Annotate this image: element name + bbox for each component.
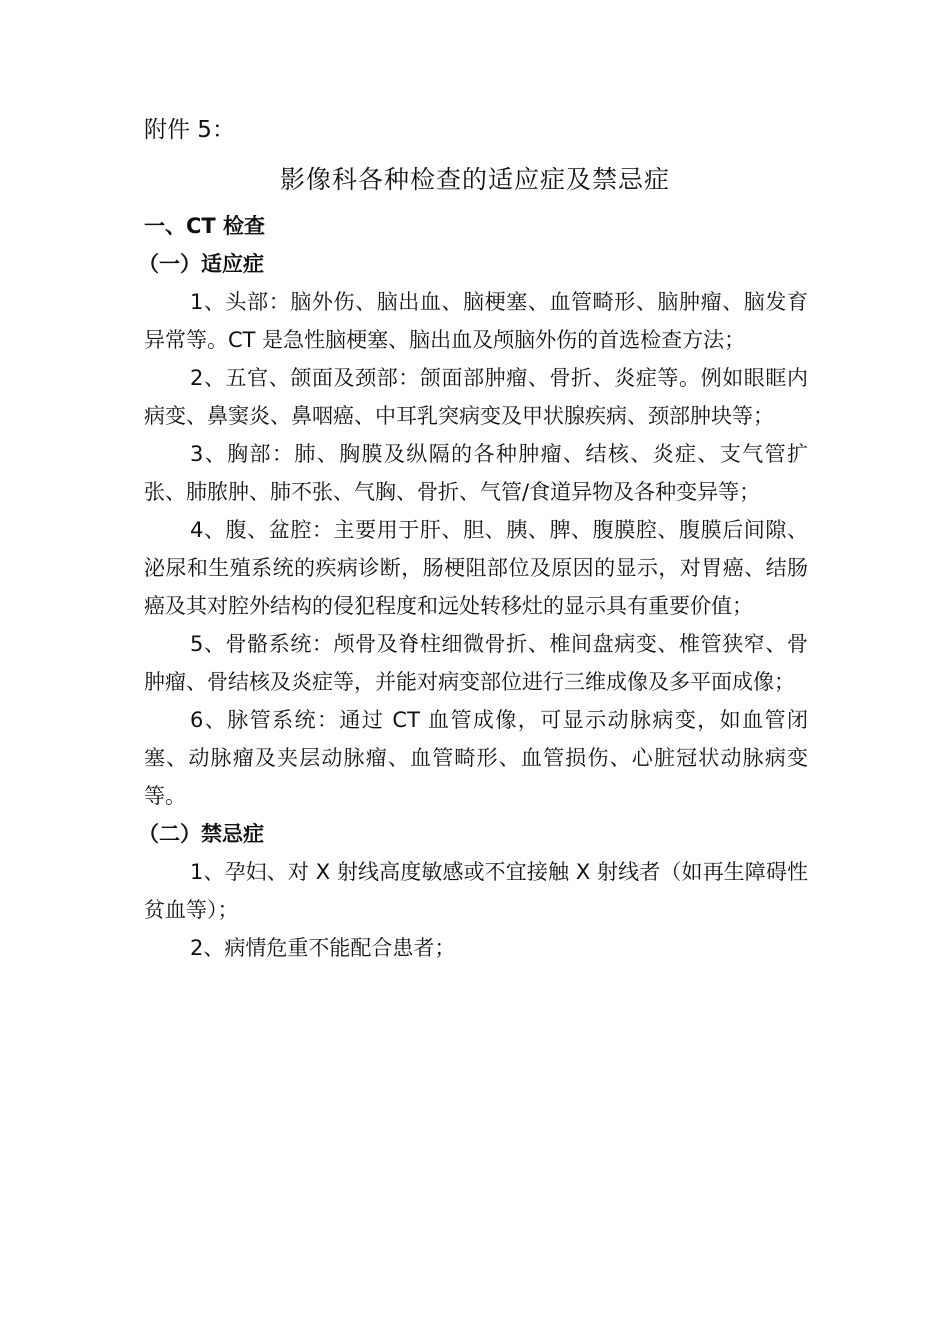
contraindication-item-pregnancy: 1、孕妇、对 X 射线高度敏感或不宜接触 X 射线者（如再生障碍性贫血等）； [144, 860, 808, 922]
subsection-heading-indications: （一）适应症 [138, 252, 264, 276]
annex-label: 附件 5： [144, 117, 235, 143]
section-heading-ct: 一、CT 检查 [144, 214, 266, 238]
document-title: 影像科各种检查的适应症及禁忌症 [279, 165, 670, 194]
contraindication-item-critical: 2、病情危重不能配合患者； [190, 936, 456, 960]
document-body [138, 207, 808, 967]
indication-item-head: 1、头部：脑外伤、脑出血、脑梗塞、血管畸形、脑肿瘤、脑发育异常等。CT 是急性脑梗塞、脑出血及颅脑外伤的首选检查方法； [144, 290, 808, 352]
indication-item-vascular: 6、脉管系统：通过 CT 血管成像，可显示动脉病变，如血管闭塞、动脉瘤及夹层动脉瘤、血管畸形、血管损伤、心脏冠状动脉病变等。 [144, 708, 808, 808]
subsection-heading-contraindications: （二）禁忌症 [138, 822, 264, 846]
indication-item-face-neck: 2、五官、颌面及颈部：颌面部肿瘤、骨折、炎症等。例如眼眶内病变、鼻窦炎、鼻咽癌、中耳乳突病变及甲状腺疾病、颈部肿块等； [144, 366, 808, 428]
indication-item-abdomen-pelvis: 4、腹、盆腔：主要用于肝、胆、胰、脾、腹膜腔、腹膜后间隙、泌尿和生殖系统的疾病诊断，肠梗阻部位及原因的显示，对胃癌、结肠癌及其对腔外结构的侵犯程度和远处转移灶的显示具有重要价值； [144, 518, 808, 618]
indication-item-chest: 3、胸部：肺、胸膜及纵隔的各种肿瘤、结核、炎症、支气管扩张、肺脓肿、肺不张、气胸、骨折、气管/食道异物及各种变异等； [144, 442, 808, 504]
indication-item-skeletal: 5、骨骼系统：颅骨及脊柱细微骨折、椎间盘病变、椎管狭窄、骨肿瘤、骨结核及炎症等，并能对病变部位进行三维成像及多平面成像； [144, 632, 808, 694]
